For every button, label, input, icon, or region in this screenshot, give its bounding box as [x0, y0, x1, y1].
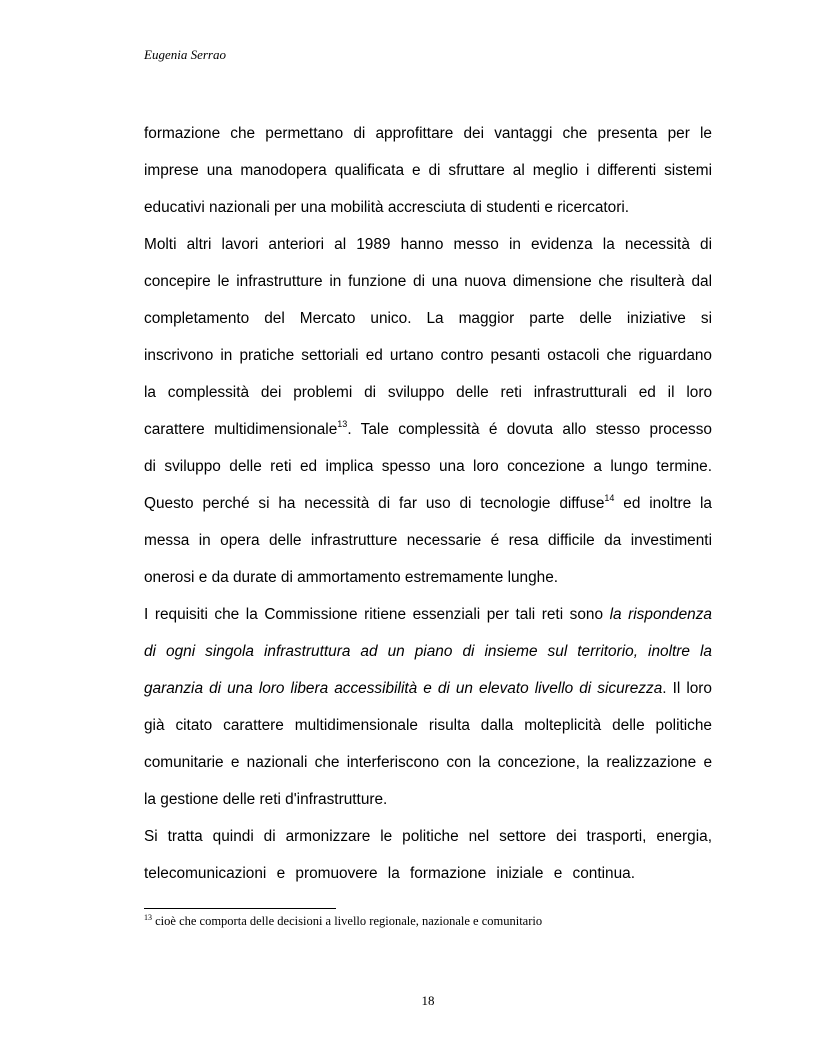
text-segment: I requisiti che la Commissione ritiene essenziali per tali reti sono: [144, 606, 610, 623]
text-line: già citato carattere multidimensionale risulta dalla molteplicità delle politiche: [144, 717, 712, 734]
italic-segment: garanzia di una loro libera accessibilità e di un elevato livello di sicurezza: [144, 680, 663, 697]
text-line: completamento del Mercato unico. La maggior parte delle iniziative si: [144, 310, 712, 327]
text-segment: . Il loro: [662, 680, 712, 697]
text-segment: . Tale complessità é dovuta allo stesso processo: [347, 421, 712, 438]
text-segment: carattere multidimensionale: [144, 421, 338, 438]
text-line: imprese una manodopera qualificata e di sfruttare al meglio i differenti sistemi: [144, 162, 712, 179]
text-segment: Questo perché si ha necessità di far uso di tecnologie diffuse: [144, 495, 605, 512]
text-line: messa in opera delle infrastrutture necessarie é resa difficile da investimenti: [144, 532, 712, 549]
footnote: [144, 914, 542, 929]
text-line: Molti altri lavori anteriori al 1989 hanno messo in evidenza la necessità di: [144, 236, 712, 253]
text-line: formazione che permettano di approfittare dei vantaggi che presenta per le: [144, 125, 712, 142]
text-line: [144, 494, 712, 514]
running-header-author: Eugenia Serrao: [144, 47, 226, 62]
footnote-ref-13[interactable]: 13: [337, 419, 348, 429]
text-line: telecomunicazioni e promuovere la formazione iniziale e continua.: [144, 865, 635, 882]
footnote-separator: [144, 908, 336, 909]
page-number: 18: [421, 993, 435, 1008]
text-line: educativi nazionali per una mobilità accresciuta di studenti e ricercatori.: [144, 199, 630, 216]
text-line: inscrivono in pratiche settoriali ed urtano contro pesanti ostacoli che riguardano: [144, 347, 712, 364]
text-line: [144, 679, 712, 699]
text-line: la complessità dei problemi di sviluppo delle reti infrastrutturali ed il loro: [144, 384, 712, 401]
text-line: [144, 605, 712, 625]
italic-segment: la rispondenza: [609, 606, 712, 623]
text-line: la gestione delle reti d'infrastrutture.: [144, 791, 388, 808]
text-segment: ed inoltre la: [614, 495, 712, 512]
text-line: di ogni singola infrastruttura ad un piano di insieme sul territorio, inoltre la: [144, 643, 712, 660]
footnote-number: 13: [144, 913, 152, 922]
footnote-text: cioè che comporta delle decisioni a livello regionale, nazionale e comunitario: [152, 914, 543, 928]
text-line: di sviluppo delle reti ed implica spesso una loro concezione a lungo termine.: [144, 458, 712, 475]
text-line: concepire le infrastrutture in funzione di una nuova dimensione che risulterà dal: [144, 273, 712, 290]
text-line: comunitarie e nazionali che interferiscono con la concezione, la realizzazione e: [144, 754, 712, 771]
text-line: Si tratta quindi di armonizzare le politiche nel settore dei trasporti, energia,: [144, 828, 712, 845]
text-line: [144, 420, 712, 440]
footnote-ref-14[interactable]: 14: [604, 493, 615, 503]
text-line: onerosi e da durate di ammortamento estremamente lunghe.: [144, 569, 559, 586]
